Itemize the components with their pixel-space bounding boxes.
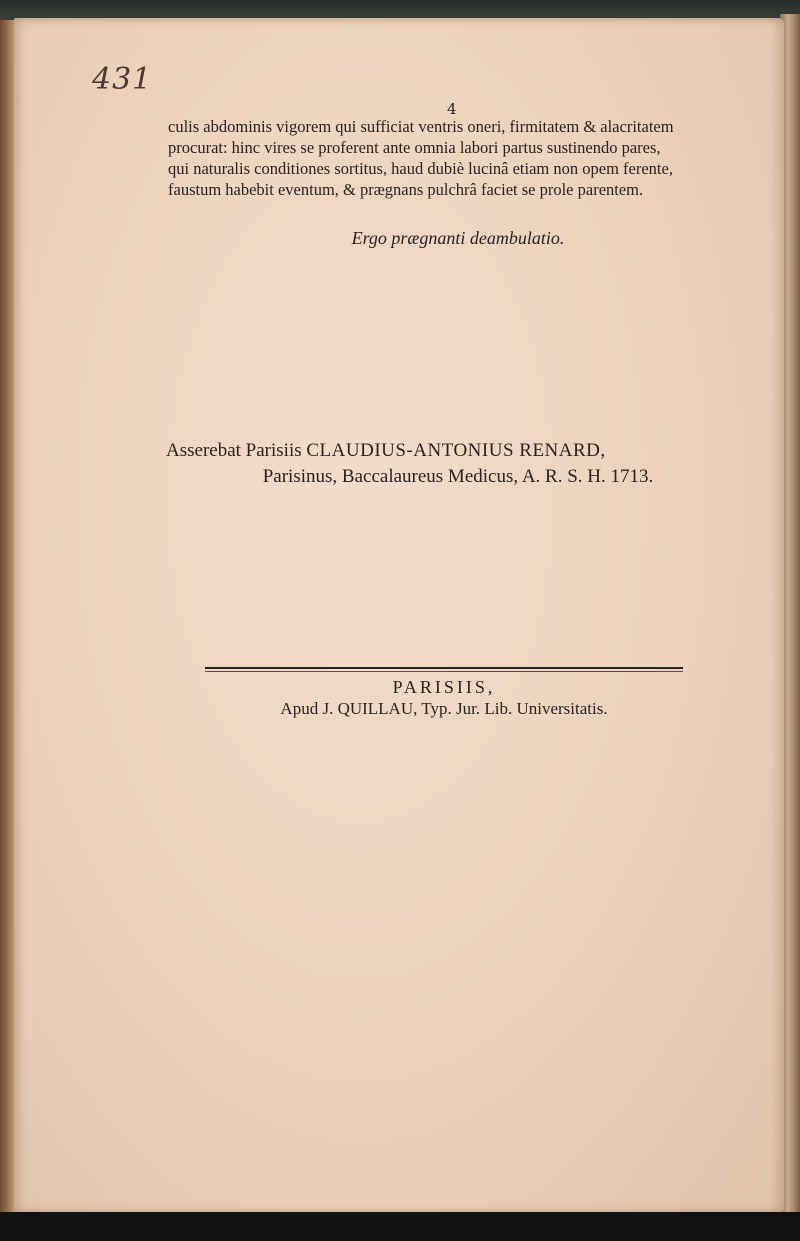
assertion-prefix: Asserebat Parisiis bbox=[166, 440, 307, 461]
assertion-line-1 bbox=[166, 440, 766, 462]
page-number: 4 bbox=[447, 100, 457, 118]
body-paragraph bbox=[168, 116, 768, 200]
author-name: CLAUDIUS-ANTONIUS RENARD, bbox=[306, 440, 606, 461]
paragraph-line: culis abdominis vigorem qui sufficiat ventris oneri, firmitatem & alacritatem bbox=[168, 117, 674, 136]
background-bottom bbox=[0, 1212, 800, 1241]
imprint-city: PARISIIS, bbox=[392, 677, 496, 697]
assertion-line-2: Parisinus, Baccalaureus Medicus, A. R. S. H. 1713. bbox=[262, 466, 654, 487]
paragraph-line: procurat: hinc vires se proferent ante omnia labori partus sustinendo pares, bbox=[168, 138, 661, 157]
show-through-text bbox=[170, 210, 770, 1040]
imprint-rule bbox=[205, 667, 683, 669]
imprint-printer: Apud J. QUILLAU, Typ. Jur. Lib. Universitatis. bbox=[280, 699, 608, 718]
imprint-rule-thin bbox=[205, 671, 683, 672]
paragraph-line: qui naturalis conditiones sortitus, haud dubiè lucinâ etiam non opem ferente, bbox=[168, 159, 673, 178]
paragraph-line: faustum habebit eventum, & prægnans pulchrâ faciet se prole parentem. bbox=[168, 180, 644, 199]
conclusion-line: Ergo prægnanti deambulatio. bbox=[351, 228, 565, 248]
handwritten-folio-number: 431 bbox=[92, 62, 153, 97]
